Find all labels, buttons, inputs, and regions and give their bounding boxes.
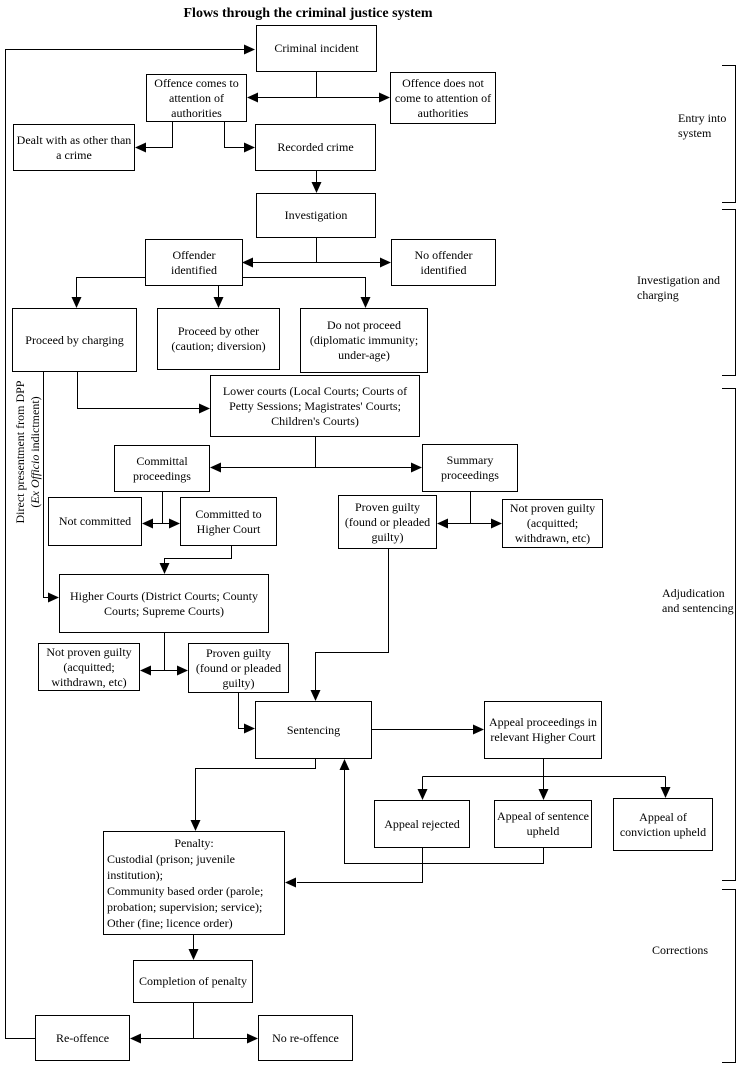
diagram-title: Flows through the criminal justice system — [183, 6, 433, 21]
node-appeal-conviction-upheld: Appeal of conviction upheld — [613, 798, 713, 851]
stage-label-entry-into-system: Entry into system — [678, 111, 727, 140]
node-lower-courts: Lower courts (Local Courts; Courts of Petty Sessions; Magistrates' Courts; Children's Courts) — [210, 375, 420, 437]
node-completion-of-penalty: Completion of penalty — [133, 960, 253, 1003]
penalty-title: Penalty: — [174, 836, 214, 850]
node-committal-proceedings: Committal proceedings — [114, 445, 210, 492]
node-proceed-by-charging: Proceed by charging — [12, 308, 137, 372]
penalty-line-community: Community based order (parole; probation; supervision; service); — [107, 884, 264, 914]
node-proven-guilty-higher: Proven guilty (found or pleaded guilty) — [188, 643, 289, 693]
node-not-committed: Not committed — [48, 497, 142, 546]
stage-label-investigation-and-charging: Investigation and charging — [637, 273, 720, 302]
node-not-proven-guilty-summary: Not proven guilty (acquitted; withdrawn, etc) — [502, 499, 603, 548]
node-proven-guilty-summary: Proven guilty (found or pleaded guilty) — [338, 495, 437, 549]
stage-label-corrections: Corrections — [652, 943, 708, 957]
node-offender-identified: Offender identified — [145, 239, 243, 286]
node-recorded-crime: Recorded crime — [255, 124, 376, 171]
node-penalty — [103, 831, 285, 935]
node-re-offence: Re-offence — [35, 1015, 130, 1061]
node-not-proven-guilty-higher: Not proven guilty (acquitted; withdrawn, etc) — [38, 643, 140, 691]
node-appeal-proceedings: Appeal proceedings in relevant Higher Court — [484, 701, 602, 759]
stage-label-adjudication-and-sentencing: Adjudication and sentencing — [662, 586, 734, 615]
node-proceed-by-other: Proceed by other (caution; diversion) — [157, 308, 280, 370]
direct-presentment-note — [13, 368, 43, 536]
direct-presentment-line1: Direct presentment from DPP — [13, 380, 27, 524]
node-committed-to-higher-court: Committed to Higher Court — [180, 497, 277, 546]
stage-brackets — [722, 66, 736, 1063]
penalty-line-other: Other (fine; licence order) — [107, 916, 233, 930]
node-appeal-rejected: Appeal rejected — [374, 800, 470, 848]
node-sentencing: Sentencing — [255, 701, 372, 759]
node-investigation: Investigation — [256, 193, 376, 238]
node-summary-proceedings: Summary proceedings — [422, 444, 518, 492]
node-dealt-with-as-other: Dealt with as other than a crime — [13, 124, 135, 171]
direct-presentment-line2: (Ex Officio indictment) — [28, 396, 42, 508]
ex-officio-italic: Ex Officio — [28, 454, 42, 504]
node-higher-courts: Higher Courts (District Courts; County Courts; Supreme Courts) — [59, 574, 269, 633]
node-offence-does-not-come-to-attention: Offence does not come to attention of authorities — [390, 72, 496, 124]
node-do-not-proceed: Do not proceed (diplomatic immunity; under-age) — [300, 308, 428, 373]
penalty-line-custodial: Custodial (prison; juvenile institution); — [107, 852, 235, 882]
node-no-offender-identified: No offender identified — [391, 239, 496, 286]
node-no-re-offence: No re-offence — [258, 1015, 353, 1061]
node-offence-comes-to-attention: Offence comes to attention of authorities — [146, 74, 247, 122]
node-criminal-incident: Criminal incident — [256, 25, 377, 72]
node-appeal-sentence-upheld: Appeal of sentence upheld — [494, 800, 592, 848]
